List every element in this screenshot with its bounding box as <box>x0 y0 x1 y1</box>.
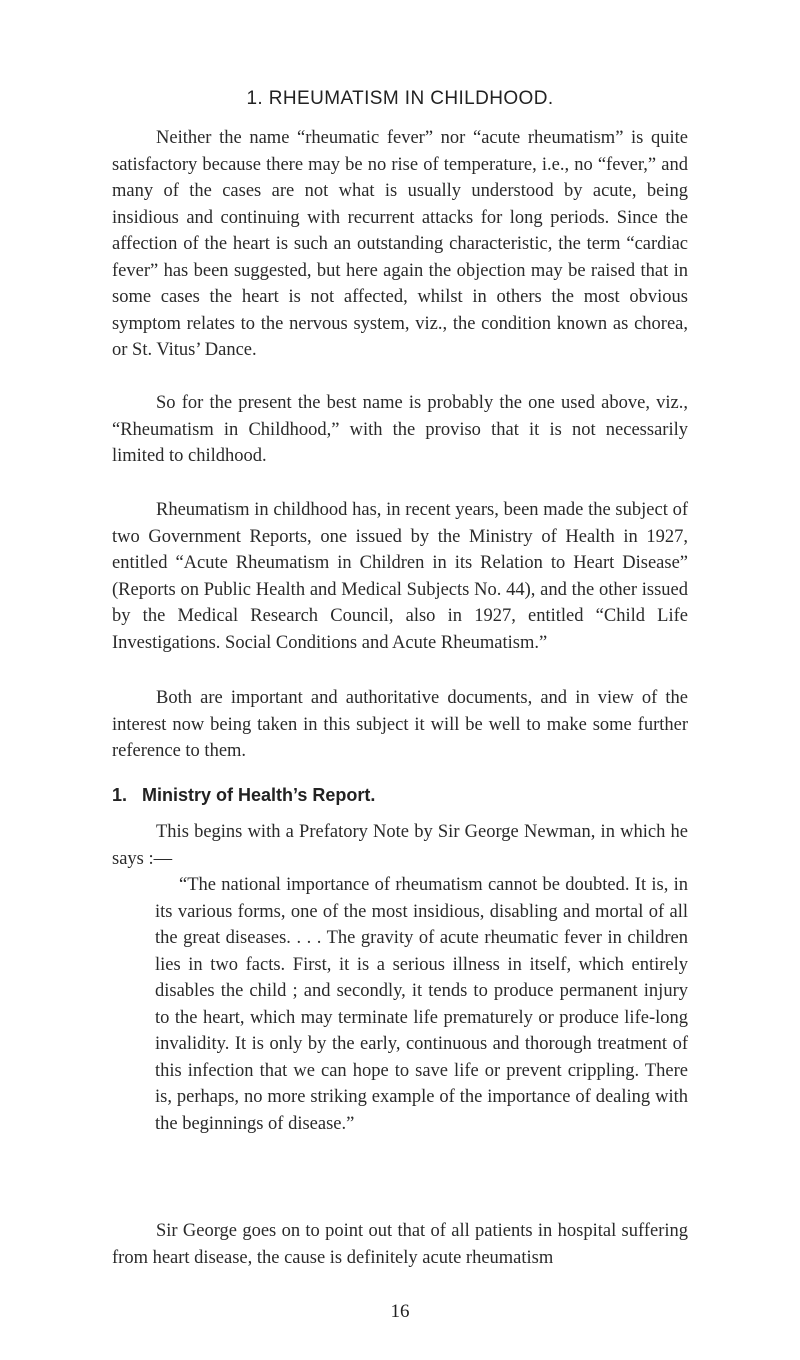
paragraph-3: Rheumatism in childhood has, in recent years, been made the subject of two Government Reports, one issued by the Ministry of Health in 1927, entitled “Acute Rheumatism in Children in its Relation to Heart Disease” (Reports on Public Health and Medical Subjects No. 44), and the other issued by the Medical Research Council, also in 1927, entitled “Child Life Investigations. Social Conditions and Acute Rheumatism.” <box>112 500 688 653</box>
chapter-title: 1. RHEUMATISM IN CHILDHOOD. <box>246 88 554 109</box>
paragraph-1: Neither the name “rheumatic fever” nor “acute rheumatism” is quite satisfactory because there may be no rise of temperature, i.e., no “fever,” and many of the cases are not what is usually understood by acute, being insidious and continuing with recurrent attacks for long periods. Since the affection of the heart is such an outstanding characteristic, the term “cardiac fever” has been suggested, but here again the objection may be raised that in some cases the heart is not affected, whilst in others the most obvious symptom relates to the nervous system, viz., the condition known as chorea, or St. Vitus’ Dance. <box>112 128 688 360</box>
continuation-paragraph: Sir George goes on to point out that of all patients in hospital suffering from heart disease, the cause is definitely acute rheumatism <box>112 1221 688 1268</box>
section-heading-text: Ministry of Health’s Report. <box>142 785 376 805</box>
section-heading <box>112 785 375 806</box>
page-number: 16 <box>390 1301 410 1322</box>
section-intro: This begins with a Prefatory Note by Sir George Newman, in which he says :— <box>112 822 688 869</box>
paragraph-2: So for the present the best name is probably the one used above, viz., “Rheumatism in Childhood,” with the proviso that it is not necessarily limited to childhood. <box>112 393 688 466</box>
section-number: 1. <box>112 785 128 805</box>
paragraph-4: Both are important and authoritative documents, and in view of the interest now being taken in this subject it will be well to make some further reference to them. <box>112 688 688 761</box>
block-quote: “The national importance of rheumatism cannot be doubted. It is, in its various forms, one of the most insidious, disabling and mortal of all the great diseases. . . . The gravity of acute rheumatic fever in children lies in two facts. First, it is a serious illness in itself, which entirely disables the child ; and secondly, it tends to produce permanent injury to the heart, which may terminate life prematurely or produce life-long invalidity. It is only by the early, continuous and thorough treatment of this infection that we can hope to save life or prevent crippling. There is, perhaps, no more striking example of the importance of dealing with the beginnings of disease.” <box>155 875 688 1134</box>
